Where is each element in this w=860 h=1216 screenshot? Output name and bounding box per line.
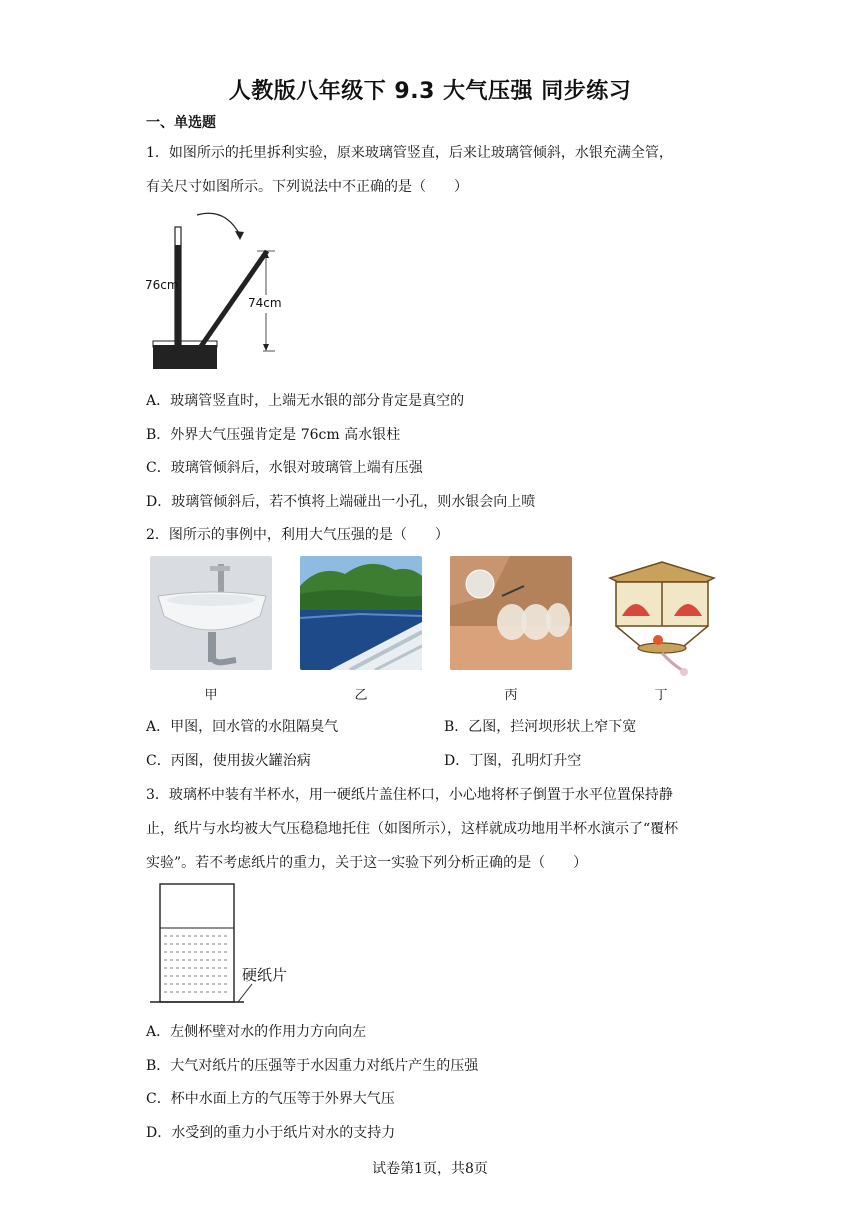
- q1-option-b: B．外界大气压强肯定是 76cm 高水银柱: [146, 427, 401, 443]
- rotation-arrow-icon: [197, 213, 240, 235]
- cup-figure: [148, 880, 298, 1008]
- q3-label-paper: 硬纸片: [242, 966, 288, 984]
- kongming-lantern-drawing: [600, 556, 724, 680]
- q3-option-c: C．杯中水面上方的气压等于外界大气压: [146, 1091, 395, 1107]
- q2-option-c: C．丙图，使用拔火罐治病: [146, 753, 311, 769]
- q3-option-d: D．水受到的重力小于纸片对水的支持力: [146, 1125, 396, 1141]
- page-title: 人教版八年级下 9.3 大气压强 同步练习: [228, 79, 632, 104]
- q3-option-a: A．左侧杯壁对水的作用力方向向左: [146, 1024, 367, 1040]
- page-footer: 试卷第1页，共8页: [372, 1161, 488, 1177]
- q3-option-b: B．大气对纸片的压强等于水因重力对纸片产生的压强: [146, 1058, 479, 1074]
- section-heading: 一、单选题: [146, 115, 216, 131]
- q2-option-a: A．甲图，回水管的水阻隔臭气: [146, 719, 339, 735]
- q1-option-c: C．玻璃管倾斜后，水银对玻璃管上端有压强: [146, 460, 423, 476]
- q2-option-b: B．乙图，拦河坝形状上窄下宽: [444, 719, 637, 735]
- q1-label-76cm: 76cm: [145, 278, 179, 292]
- q2-option-d: D．丁图，孔明灯升空: [444, 753, 582, 769]
- q1-label-74cm: 74cm: [248, 296, 282, 310]
- caption-ding: 丁: [654, 688, 668, 703]
- cupping-photo: [450, 556, 572, 670]
- q1-stem-line1: 1．如图所示的托里拆利实验，原来玻璃管竖直，后来让玻璃管倾斜，水银充满全管，: [146, 145, 673, 161]
- q1-option-d: D．玻璃管倾斜后，若不慎将上端碰出一小孔，则水银会向上喷: [146, 494, 536, 510]
- dam-photo: [300, 556, 422, 670]
- mercury-basin: [153, 345, 217, 369]
- q3-stem-line1: 3．玻璃杯中装有半杯水，用一硬纸片盖住杯口，小心地将杯子倒置于水平位置保持静: [146, 787, 673, 803]
- q1-option-a: A．玻璃管竖直时，上端无水银的部分肯定是真空的: [146, 393, 465, 409]
- caption-yi: 乙: [354, 688, 368, 703]
- caption-jia: 甲: [204, 688, 218, 703]
- q2-stem: 2．图所示的事例中，利用大气压强的是（ ）: [146, 527, 449, 543]
- q3-stem-line2: 止，纸片与水均被大气压稳稳地托住（如图所示），这样就成功地用半杯水演示了“覆杯: [146, 821, 679, 837]
- sink-photo: [150, 556, 272, 670]
- q3-stem-line3: 实验”。若不考虑纸片的重力，关于这一实验下列分析正确的是（ ）: [146, 855, 588, 871]
- q1-stem-line2: 有关尺寸如图所示。下列说法中不正确的是（ ）: [146, 179, 468, 195]
- caption-bing: 丙: [504, 688, 518, 703]
